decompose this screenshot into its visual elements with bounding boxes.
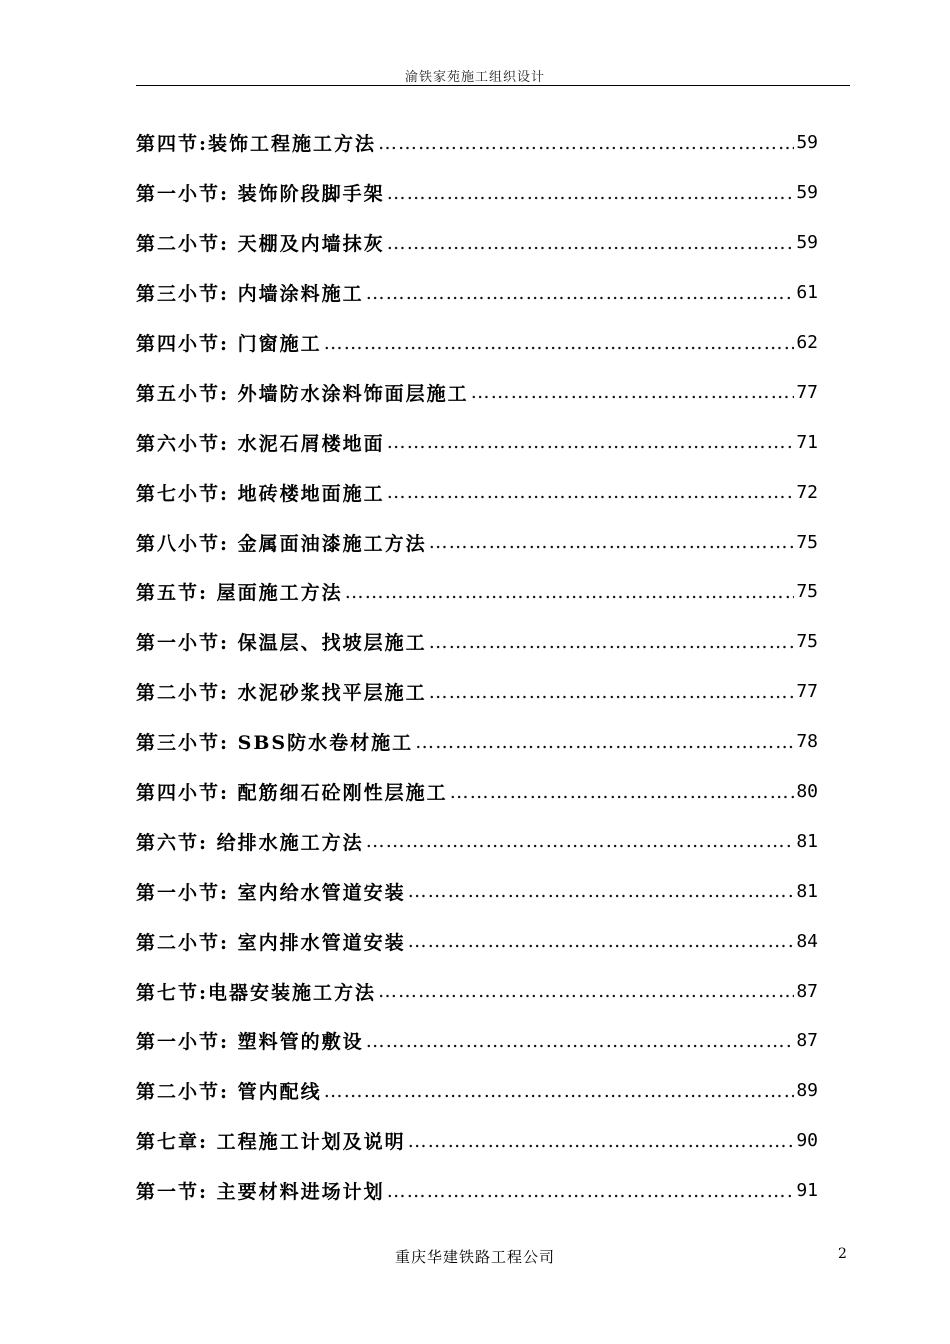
toc-row[interactable] xyxy=(136,1016,818,1066)
toc-leader xyxy=(324,1080,795,1102)
toc-page-number: 77 xyxy=(796,681,818,703)
toc-row[interactable] xyxy=(136,467,818,517)
toc-page-number: 81 xyxy=(796,830,818,852)
toc-row[interactable] xyxy=(136,168,818,218)
toc-row[interactable] xyxy=(136,367,818,417)
toc-row[interactable] xyxy=(136,218,818,268)
toc-label: 第七节:电器安装施工方法 xyxy=(136,981,377,1004)
toc-label: 第一小节: 装饰阶段脚手架 xyxy=(136,183,385,206)
toc-leader xyxy=(415,731,794,753)
header-rule xyxy=(136,85,850,86)
toc-row[interactable] xyxy=(136,916,818,966)
toc-row[interactable] xyxy=(136,816,818,866)
toc-row[interactable] xyxy=(136,567,818,617)
toc-row[interactable] xyxy=(136,667,818,717)
toc-leader xyxy=(408,880,795,902)
toc-row[interactable] xyxy=(136,866,818,916)
toc-leader xyxy=(471,381,795,403)
toc-page-number: 91 xyxy=(796,1180,818,1202)
toc-label: 第二小节: 天棚及内墙抹灰 xyxy=(136,233,385,256)
toc-label: 第八小节: 金属面油漆施工方法 xyxy=(136,532,427,555)
toc-page-number: 87 xyxy=(796,1030,818,1052)
toc-leader xyxy=(366,282,795,304)
toc-page-number: 80 xyxy=(796,781,818,803)
toc-label: 第六小节: 水泥石屑楼地面 xyxy=(136,432,385,455)
toc-label: 第三小节: 内墙涂料施工 xyxy=(136,283,364,306)
toc-label: 第五节: 屋面施工方法 xyxy=(136,582,343,605)
toc-label: 第二小节: 室内排水管道安装 xyxy=(136,931,406,954)
toc-leader xyxy=(429,631,795,653)
toc-leader xyxy=(387,1180,795,1202)
toc-leader xyxy=(408,930,795,952)
toc-page-number: 72 xyxy=(796,481,818,503)
toc-row[interactable] xyxy=(136,268,818,318)
toc-row[interactable] xyxy=(136,1066,818,1116)
toc-page-number: 59 xyxy=(796,132,818,154)
toc-page-number: 59 xyxy=(796,232,818,254)
toc-label: 第四小节: 门窗施工 xyxy=(136,333,322,355)
toc-page-number: 59 xyxy=(796,182,818,204)
toc-page-number: 77 xyxy=(796,381,818,403)
toc-label: 第一小节: 保温层、找坡层施工 xyxy=(136,632,427,655)
toc-page-number: 61 xyxy=(796,282,818,304)
toc-label: 第一节: 主要材料进场计划 xyxy=(136,1181,385,1204)
toc-leader xyxy=(450,781,795,803)
toc-page-number: 84 xyxy=(796,930,818,952)
toc-leader xyxy=(387,182,795,204)
toc-label: 第二小节: 管内配线 xyxy=(136,1081,322,1104)
toc-page-number: 75 xyxy=(796,631,818,653)
toc-leader xyxy=(345,581,795,603)
toc-page-number: 89 xyxy=(796,1080,818,1102)
toc-row[interactable] xyxy=(136,517,818,567)
footer-page-number: 2 xyxy=(838,1246,847,1262)
toc-leader xyxy=(378,132,794,154)
toc-label: 第四节:装饰工程施工方法 xyxy=(136,133,377,156)
toc-leader xyxy=(387,431,795,453)
toc-leader xyxy=(366,1030,795,1052)
page-header-title: 渝铁家苑施工组织设计 xyxy=(404,70,545,85)
toc-page-number: 81 xyxy=(796,880,818,902)
toc-page-number: 90 xyxy=(796,1130,818,1152)
toc-page-number: 75 xyxy=(796,581,818,603)
toc-leader xyxy=(408,1130,795,1152)
toc-row[interactable] xyxy=(136,717,818,767)
toc-leader xyxy=(378,980,794,1002)
table-of-contents xyxy=(136,118,818,1216)
toc-page-number: 87 xyxy=(796,980,818,1002)
toc-leader xyxy=(366,830,795,852)
toc-label: 第一小节: 室内给水管道安装 xyxy=(136,881,406,904)
toc-label: 第七章: 工程施工计划及说明 xyxy=(136,1131,406,1154)
toc-leader xyxy=(429,681,795,703)
footer-company-name: 重庆华建铁路工程公司 xyxy=(394,1248,555,1266)
toc-leader xyxy=(324,332,795,354)
toc-page-number: 78 xyxy=(796,731,818,753)
toc-row[interactable] xyxy=(136,318,818,368)
toc-row[interactable] xyxy=(136,617,818,667)
toc-label: 第一小节: 塑料管的敷设 xyxy=(136,1031,364,1054)
toc-row[interactable] xyxy=(136,966,818,1016)
toc-page-number: 62 xyxy=(796,332,818,353)
toc-label: 第四小节: 配筋细石砼刚性层施工 xyxy=(136,782,448,805)
toc-page-number: 75 xyxy=(796,531,818,553)
toc-page-number: 71 xyxy=(796,431,818,453)
toc-label: 第五小节: 外墙防水涂料饰面层施工 xyxy=(136,382,469,405)
toc-leader xyxy=(387,481,795,503)
toc-label: 第三小节: SBS防水卷材施工 xyxy=(136,732,414,755)
toc-row[interactable] xyxy=(136,1166,818,1216)
toc-row[interactable] xyxy=(136,1116,818,1166)
toc-label: 第二小节: 水泥砂浆找平层施工 xyxy=(136,682,427,705)
toc-label: 第七小节: 地砖楼地面施工 xyxy=(136,482,385,505)
toc-leader xyxy=(429,531,795,553)
toc-row[interactable] xyxy=(136,767,818,817)
toc-label: 第六节: 给排水施工方法 xyxy=(136,831,364,854)
toc-row[interactable] xyxy=(136,118,818,168)
toc-leader xyxy=(387,232,795,254)
toc-row[interactable] xyxy=(136,417,818,467)
